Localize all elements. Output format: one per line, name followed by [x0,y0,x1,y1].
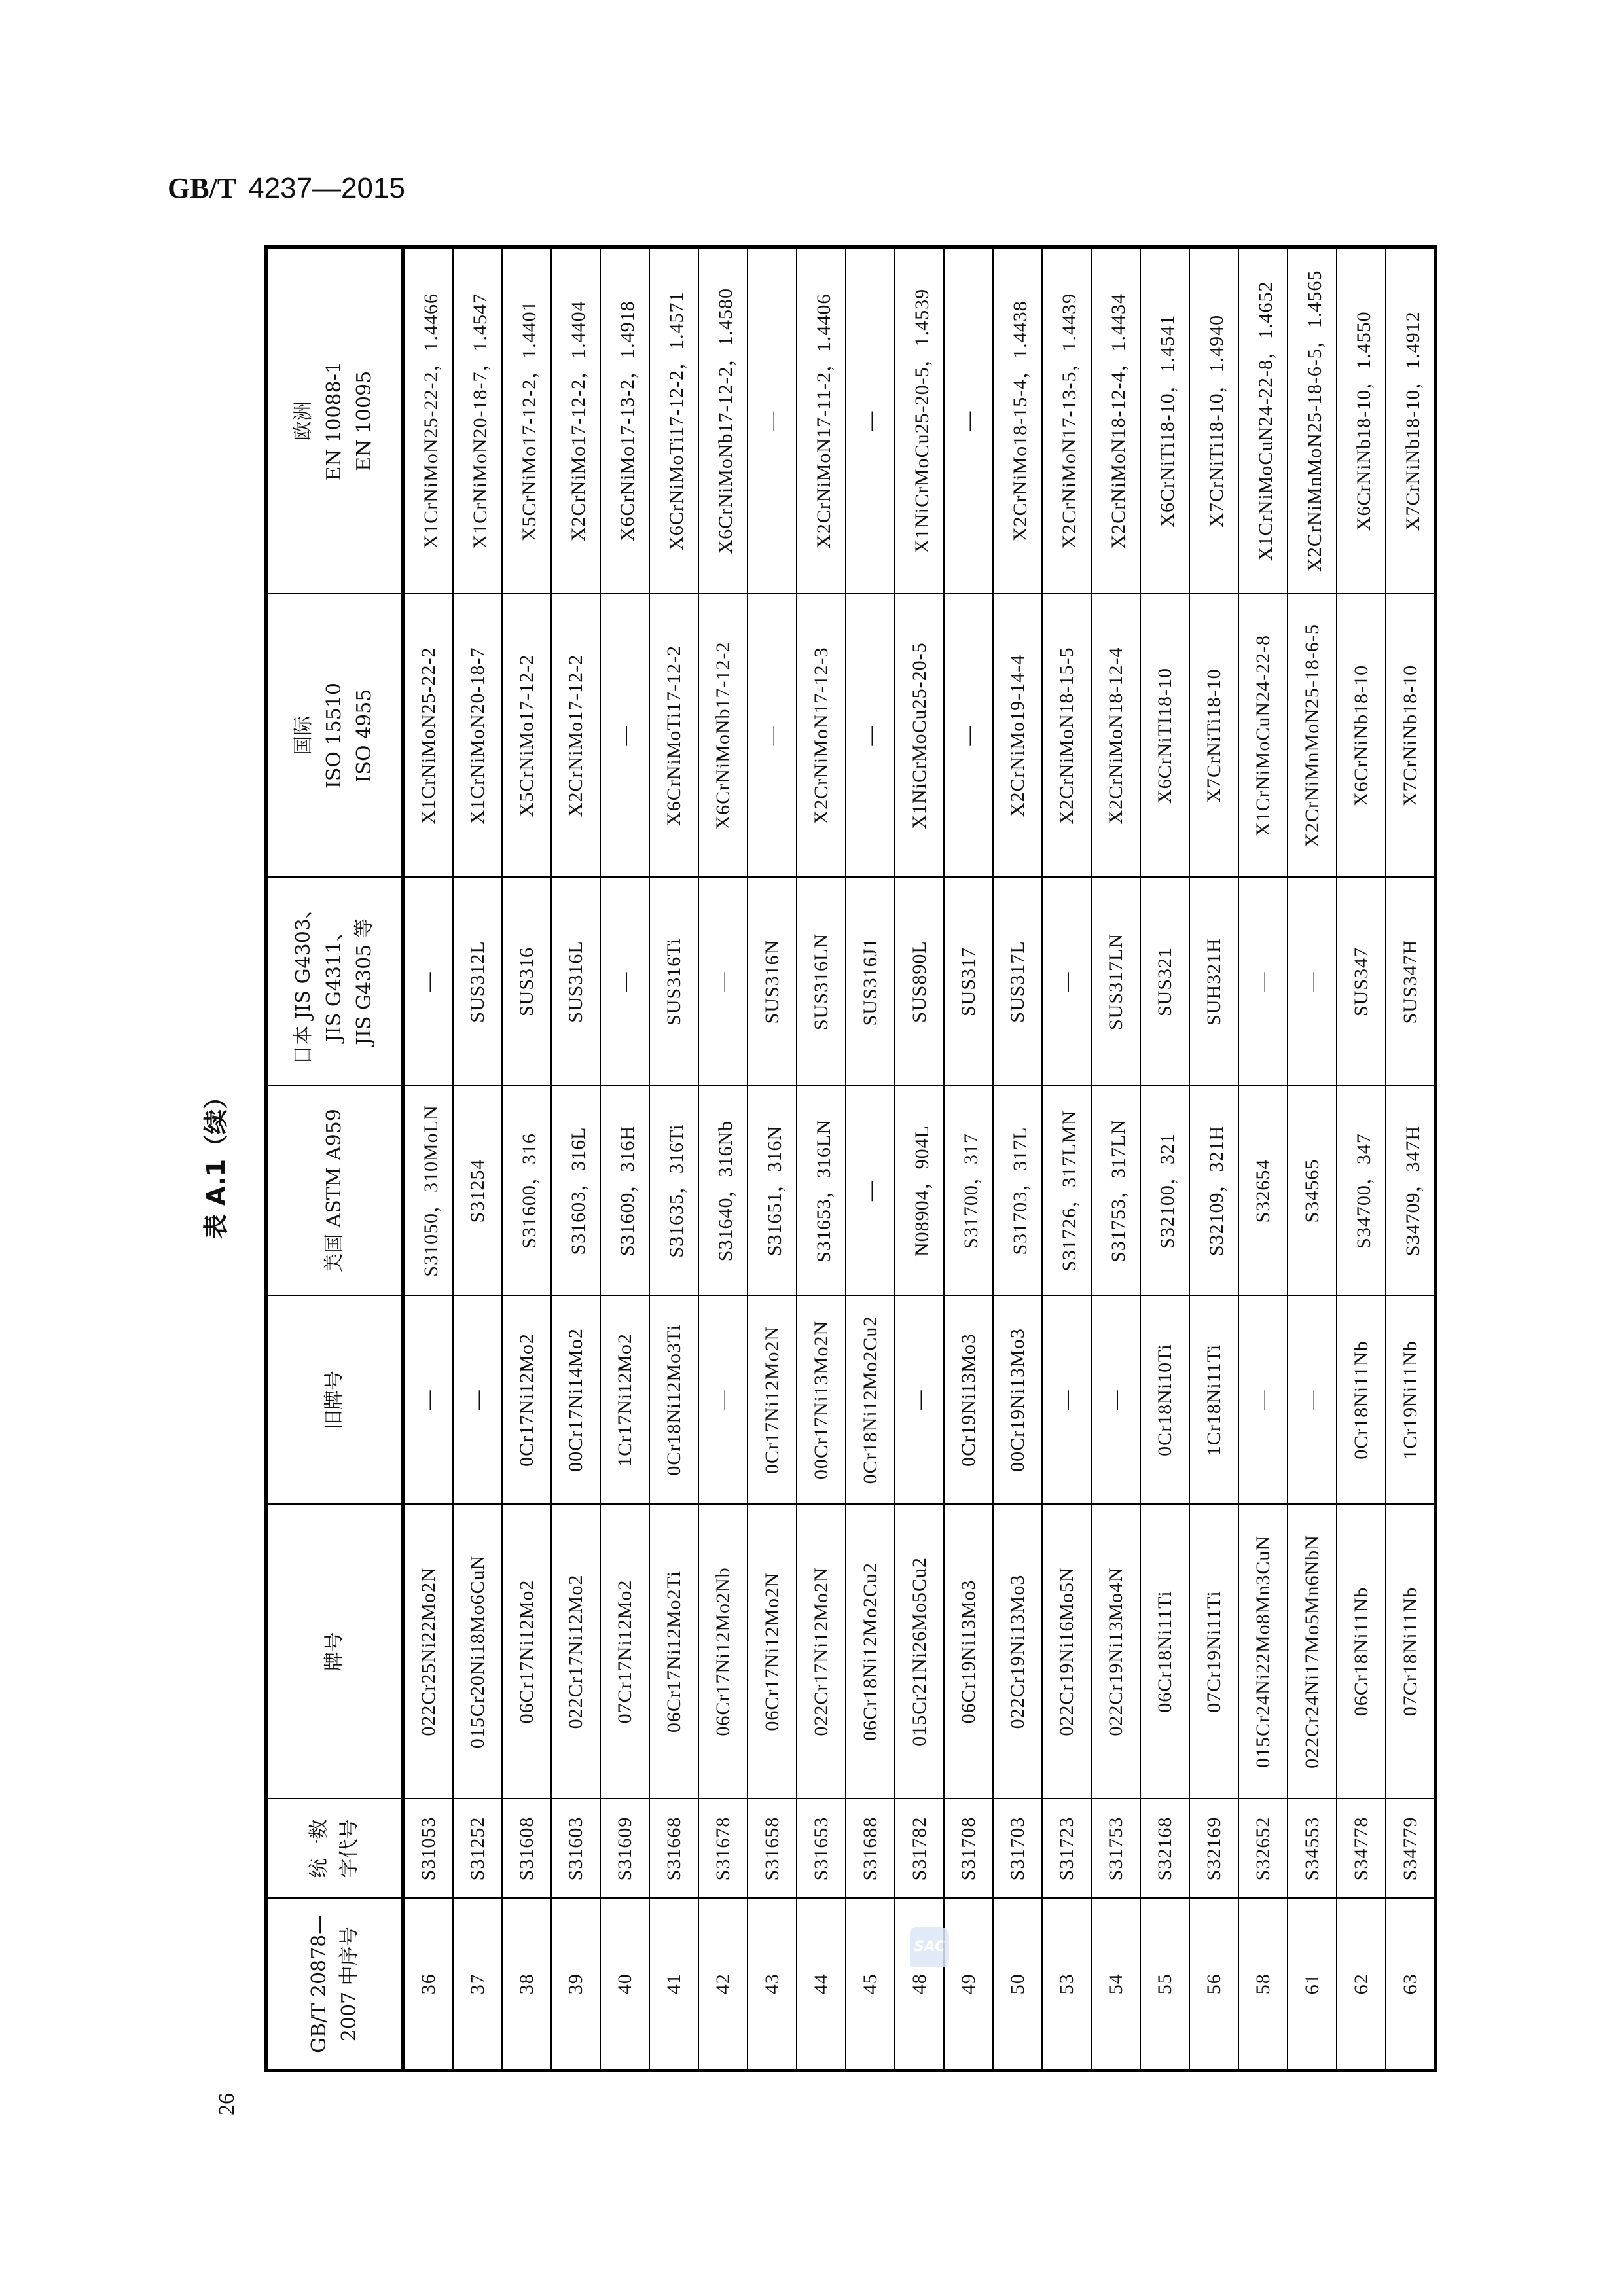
cell-old-grade: 00Cr17Ni13Mo2N [797,1296,846,1505]
cell-gb-seq: 36 [403,1899,454,2071]
column-header-line: 日本 JIS G4303、 [292,899,316,1065]
column-header-line: 旧牌号 [322,1371,346,1429]
cell-ucode: S31658 [748,1799,797,1899]
cell-gb-seq: 45 [846,1899,895,2071]
cell-europe: X1CrNiMoN25-22-2，1.4466 [403,247,454,594]
cell-japan: SUH321H [1189,878,1238,1086]
column-header-usa [266,1086,403,1296]
cell-gb-seq: 37 [453,1899,502,2071]
cell-europe: X5CrNiMo17-12-2，1.4401 [502,247,551,594]
cell-old-grade: 0Cr18Ni12Mo2Cu2 [846,1296,895,1505]
cell-old-grade: 0Cr18Ni12Mo3Ti [649,1296,698,1505]
cell-iso: X2CrNiMnMoN25-18-6-5 [1288,594,1337,878]
cell-old-grade: 0Cr19Ni13Mo3 [944,1296,993,1505]
table-row [1189,247,1238,2071]
cell-japan: SUS321 [1140,878,1189,1086]
column-header-europe [266,247,403,594]
cell-ucode: S31703 [993,1799,1042,1899]
cell-japan: SUS316L [551,878,600,1086]
cell-japan: — [1042,878,1091,1086]
cell-japan: SUS347 [1337,878,1386,1086]
cell-iso: X5CrNiMo17-12-2 [502,594,551,878]
cell-europe: X1CrNiMoN20-18-7，1.4547 [453,247,502,594]
rotated-table-container [264,249,1435,2072]
cell-usa: — [846,1086,895,1296]
table-row [1288,247,1337,2071]
column-header-line: JIS G4311、 [322,921,346,1043]
table-row [944,247,993,2071]
column-header-gb-seq [266,1899,403,2071]
cell-usa: S32654 [1238,1086,1288,1296]
cell-usa: S31254 [453,1086,502,1296]
column-header-line: 美国 ASTM A959 [322,1109,346,1273]
table-row [748,247,797,2071]
cell-grade: 06Cr17Ni12Mo2Ti [649,1505,698,1799]
table-caption: 表 A.1（续） [202,1084,230,1240]
cell-grade: 015Cr21Ni26Mo5Cu2 [895,1505,944,1799]
cell-japan: SUS316Ti [649,878,698,1086]
cell-ucode: S34779 [1386,1799,1436,1899]
cell-old-grade: — [698,1296,748,1505]
cell-usa: S32109，321H [1189,1086,1238,1296]
cell-iso: X1NiCrMoCu25-20-5 [895,594,944,878]
cell-usa: S31651，316N [748,1086,797,1296]
cell-europe: X6CrNiNb18-10，1.4550 [1337,247,1386,594]
standard-number: 4237—2015 [248,172,405,204]
column-header-line: 牌号 [322,1632,346,1672]
cell-europe: X1CrNiMoCuN24-22-8，1.4652 [1238,247,1288,594]
cell-grade: 06Cr18Ni12Mo2Cu2 [846,1505,895,1799]
cell-japan: SUS316LN [797,878,846,1086]
cell-ucode: S32168 [1140,1799,1189,1899]
cell-ucode: S31603 [551,1799,600,1899]
cell-gb-seq: 62 [1337,1899,1386,2071]
table-row [1386,247,1436,2071]
cell-grade: 022Cr24Ni17Mo5Mn6NbN [1288,1505,1337,1799]
cell-japan: SUS347H [1386,878,1436,1086]
cell-japan: SUS316 [502,878,551,1086]
table-row [895,247,944,2071]
column-header-line: 欧洲 [292,401,316,441]
table-caption-container [196,1080,236,1244]
cell-old-grade: — [1042,1296,1091,1505]
cell-old-grade: 0Cr18Ni10Ti [1140,1296,1189,1505]
column-header-line: JIS G4305 等 [353,918,376,1045]
cell-grade: 06Cr18Ni11Nb [1337,1505,1386,1799]
cell-gb-seq: 53 [1042,1899,1091,2071]
column-header-ucode [266,1799,403,1899]
cell-ucode: S34553 [1288,1799,1337,1899]
cell-old-grade: 0Cr17Ni12Mo2N [748,1296,797,1505]
cell-gb-seq: 43 [748,1899,797,2071]
cell-ucode: S32652 [1238,1799,1288,1899]
cell-old-grade: 1Cr19Ni11Nb [1386,1296,1436,1505]
column-header-line: 字代号 [338,1819,361,1878]
table-row [1042,247,1091,2071]
cell-gb-seq: 54 [1091,1899,1140,2071]
cell-iso: — [846,594,895,878]
cell-ucode: S34778 [1337,1799,1386,1899]
cell-grade: 022Cr19Ni13Mo3 [993,1505,1042,1799]
cell-iso: X1CrNiMoCuN24-22-8 [1238,594,1288,878]
cell-iso: X6CrNiNb18-10 [1337,594,1386,878]
cell-gb-seq: 39 [551,1899,600,2071]
cell-japan: SUS312L [453,878,502,1086]
cell-grade: 07Cr17Ni12Mo2 [600,1505,649,1799]
cell-ucode: S32169 [1189,1799,1238,1899]
cell-ucode: S31653 [797,1799,846,1899]
cell-europe: X7CrNiTi18-10，1.4940 [1189,247,1238,594]
cell-usa: S31753，317LN [1091,1086,1140,1296]
column-header-line: ISO 4955 [353,689,376,783]
cell-old-grade: 1Cr17Ni12Mo2 [600,1296,649,1505]
cell-gb-seq: 50 [993,1899,1042,2071]
cell-iso: X1CrNiMoN20-18-7 [453,594,502,878]
cell-europe: X2CrNiMo18-15-4，1.4438 [993,247,1042,594]
cell-usa: S32100，321 [1140,1086,1189,1296]
column-header-line: EN 10088-1 [322,361,346,481]
cell-ucode: S31668 [649,1799,698,1899]
cell-grade: 022Cr19Ni13Mo4N [1091,1505,1140,1799]
cell-old-grade: — [1238,1296,1288,1505]
cell-gb-seq: 42 [698,1899,748,2071]
cell-ucode: S31053 [403,1799,454,1899]
cell-iso: X6CrNiMoTi17-12-2 [649,594,698,878]
cell-europe: — [748,247,797,594]
column-header-line: 国际 [292,716,316,755]
cell-old-grade: 1Cr18Ni11Ti [1189,1296,1238,1505]
cell-grade: 06Cr17Ni12Mo2N [748,1505,797,1799]
cell-grade: 06Cr17Ni12Mo2Nb [698,1505,748,1799]
cell-old-grade: 0Cr18Ni11Nb [1337,1296,1386,1505]
cell-japan: — [1238,878,1288,1086]
cell-ucode: S31753 [1091,1799,1140,1899]
cell-old-grade: — [1091,1296,1140,1505]
cell-usa: N08904，904L [895,1086,944,1296]
cell-gb-seq: 38 [502,1899,551,2071]
table-header-row [266,247,403,2071]
cell-usa: S31653，316LN [797,1086,846,1296]
cell-europe: X6CrNiTi18-10，1.4541 [1140,247,1189,594]
cell-grade: 015Cr20Ni18Mo6CuN [453,1505,502,1799]
cell-gb-seq: 61 [1288,1899,1337,2071]
table-row [502,247,551,2071]
cell-japan: — [403,878,454,1086]
cell-gb-seq: 63 [1386,1899,1436,2071]
cell-iso: X2CrNiMo17-12-2 [551,594,600,878]
cell-grade: 015Cr24Ni22Mo8Mn3CuN [1238,1505,1288,1799]
cell-iso: X6CrNiMoNb17-12-2 [698,594,748,878]
cell-usa: S31640，316Nb [698,1086,748,1296]
cell-grade: 06Cr17Ni12Mo2 [502,1505,551,1799]
cell-japan: SUS317LN [1091,878,1140,1086]
column-header-old-grade [266,1296,403,1505]
cell-europe: X1NiCrMoCu25-20-5，1.4539 [895,247,944,594]
cell-ucode: S31678 [698,1799,748,1899]
cell-japan: SUS890L [895,878,944,1086]
cell-europe: X6CrNiMoNb17-12-2，1.4580 [698,247,748,594]
cell-usa: S31703，317L [993,1086,1042,1296]
table-row [993,247,1042,2071]
table-row [797,247,846,2071]
cell-gb-seq: 58 [1238,1899,1288,2071]
cell-japan: — [600,878,649,1086]
cell-iso: X2CrNiMoN18-15-5 [1042,594,1091,878]
cell-gb-seq: 55 [1140,1899,1189,2071]
cell-europe: X2CrNiMoN18-12-4，1.4434 [1091,247,1140,594]
cell-iso: X6CrNiTI18-10 [1140,594,1189,878]
table-row [453,247,502,2071]
cell-iso: — [600,594,649,878]
column-header-grade [266,1505,403,1799]
table-row [1337,247,1386,2071]
cell-old-grade: 00Cr19Ni13Mo3 [993,1296,1042,1505]
cell-europe: — [944,247,993,594]
cell-gb-seq: 48 [895,1899,944,2071]
cell-grade: 022Cr19Ni16Mo5N [1042,1505,1091,1799]
cell-europe: X2CrNiMoN17-13-5，1.4439 [1042,247,1091,594]
cell-europe: X6CrNiMo17-13-2，1.4918 [600,247,649,594]
table-row [846,247,895,2071]
cell-iso: — [944,594,993,878]
cell-usa: S31700，317 [944,1086,993,1296]
cell-usa: S31635，316Ti [649,1086,698,1296]
cell-europe: X6CrNiMoTi17-12-2，1.4571 [649,247,698,594]
sac-watermark-logo: SAC [910,1927,949,1967]
cell-usa: S34709，347H [1386,1086,1436,1296]
table-body [403,247,1436,2071]
page-number: 26 [215,2093,239,2115]
cell-japan: SUS317 [944,878,993,1086]
cell-gb-seq: 41 [649,1899,698,2071]
cell-ucode: S31609 [600,1799,649,1899]
table-row [551,247,600,2071]
column-header-line: 2007 中序号 [338,1926,361,2042]
cell-old-grade: — [895,1296,944,1505]
cell-iso: X2CrNiMoN18-12-4 [1091,594,1140,878]
cell-europe: X2CrNiMo17-12-2，1.4404 [551,247,600,594]
column-header-japan [266,878,403,1086]
cell-europe: — [846,247,895,594]
cell-japan: — [1288,878,1337,1086]
table-row [1140,247,1189,2071]
cell-iso: X7CrNiNb18-10 [1386,594,1436,878]
table-frame [264,249,1435,2072]
cell-europe: X2CrNiMnMoN25-18-6-5，1.4565 [1288,247,1337,594]
cell-europe: X7CrNiNb18-10，1.4912 [1386,247,1436,594]
cell-old-grade: 00Cr17Ni14Mo2 [551,1296,600,1505]
table-row [1091,247,1140,2071]
cell-usa: S31600，316 [502,1086,551,1296]
cell-usa: S34700，347 [1337,1086,1386,1296]
cell-gb-seq: 44 [797,1899,846,2071]
cell-grade: 022Cr17Ni12Mo2 [551,1505,600,1799]
cell-usa: S31609，316H [600,1086,649,1296]
column-header-iso [266,594,403,878]
cell-europe: X2CrNiMoN17-11-2，1.4406 [797,247,846,594]
cell-old-grade: — [453,1296,502,1505]
cell-grade: 07Cr18Ni11Nb [1386,1505,1436,1799]
cell-iso: X2CrNiMoN17-12-3 [797,594,846,878]
cell-grade: 022Cr25Ni22Mo2N [403,1505,454,1799]
cell-ucode: S31688 [846,1799,895,1899]
cell-gb-seq: 49 [944,1899,993,2071]
column-header-line: 统一数 [307,1819,331,1878]
cell-old-grade: 0Cr17Ni12Mo2 [502,1296,551,1505]
column-header-line: GB/T 20878— [307,1914,331,2053]
cell-ucode: S31252 [453,1799,502,1899]
column-header-line: EN 10095 [353,370,376,471]
cell-gb-seq: 56 [1189,1899,1238,2071]
cell-ucode: S31608 [502,1799,551,1899]
grade-comparison-table [264,245,1437,2072]
table-row [1238,247,1288,2071]
cell-grade: 06Cr18Ni11Ti [1140,1505,1189,1799]
cell-japan: SUS316J1 [846,878,895,1086]
cell-old-grade: — [1288,1296,1337,1505]
cell-iso: X1CrNiMoN25-22-2 [403,594,454,878]
cell-usa: S31050，310MoLN [403,1086,454,1296]
cell-ucode: S31723 [1042,1799,1091,1899]
cell-usa: S34565 [1288,1086,1337,1296]
cell-usa: S31726，317LMN [1042,1086,1091,1296]
column-header-line: ISO 15510 [322,683,346,789]
cell-ucode: S31708 [944,1799,993,1899]
cell-iso: — [748,594,797,878]
cell-iso: X7CrNiTi18-10 [1189,594,1238,878]
cell-grade: 022Cr17Ni12Mo2N [797,1505,846,1799]
table-row [403,247,454,2071]
cell-japan: SUS317L [993,878,1042,1086]
cell-old-grade: — [403,1296,454,1505]
cell-gb-seq: 40 [600,1899,649,2071]
table-row [649,247,698,2071]
cell-grade: 06Cr19Ni13Mo3 [944,1505,993,1799]
standard-code: GB/T [168,172,237,204]
cell-usa: S31603，316L [551,1086,600,1296]
cell-japan: — [698,878,748,1086]
table-row [600,247,649,2071]
cell-japan: SUS316N [748,878,797,1086]
cell-iso: X2CrNiMo19-14-4 [993,594,1042,878]
cell-ucode: S31782 [895,1799,944,1899]
document-header [168,171,405,205]
table-row [698,247,748,2071]
cell-grade: 07Cr19Ni11Ti [1189,1505,1238,1799]
